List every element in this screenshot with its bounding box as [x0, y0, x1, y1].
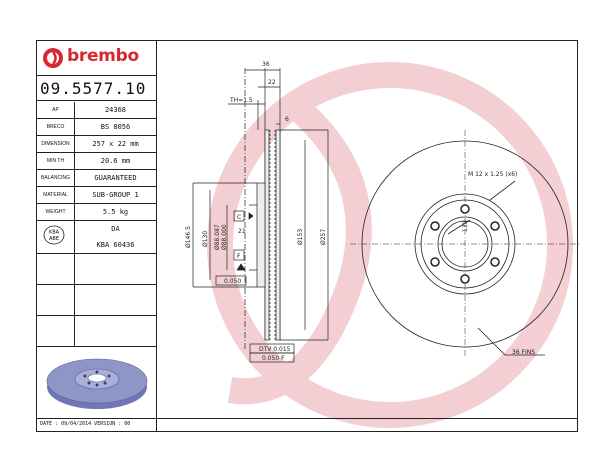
svg-text:TH=1.5: TH=1.5 [230, 97, 253, 104]
svg-text:Ø130: Ø130 [202, 230, 209, 247]
svg-text:KBA: KBA [48, 229, 60, 236]
kba-row: KBA ABE DA KBA 60436 [37, 221, 156, 254]
spec-row: MIN TH 20.6 mm [37, 153, 156, 170]
svg-text:Ø88.000: Ø88.000 [221, 224, 228, 250]
part-number: 09.5577.10 [37, 76, 156, 101]
svg-text:M 12 x 1.25 (x6): M 12 x 1.25 (x6) [468, 171, 518, 178]
brand-name: brembo [67, 46, 139, 66]
svg-text:ABE: ABE [48, 236, 60, 242]
svg-text:0.050 F: 0.050 F [262, 355, 285, 362]
spec-row: WEIGHT 5.5 kg [37, 204, 156, 221]
svg-text:DTV 0.015: DTV 0.015 [259, 346, 291, 353]
spec-row: MATERIAL SUB-GROUP 1 [37, 187, 156, 204]
svg-text:21: 21 [238, 228, 246, 235]
svg-text:36 FINS: 36 FINS [512, 349, 536, 356]
spec-row: DIMENSION 257 x 22 mm [37, 136, 156, 153]
spec-row: BALANCING GUARANTEED [37, 170, 156, 187]
svg-text:36: 36 [262, 61, 270, 68]
svg-text:139: 139 [462, 220, 469, 232]
spec-row: BRECO BS 8056 [37, 119, 156, 136]
svg-text:6: 6 [285, 116, 289, 123]
date-version: DATE : 09/04/2014 VERSION : 00 [40, 421, 131, 427]
svg-text:22: 22 [268, 79, 276, 86]
footer-bar [36, 418, 578, 432]
svg-text:F: F [237, 253, 241, 260]
svg-text:Ø257: Ø257 [320, 228, 327, 245]
svg-text:C: C [237, 214, 242, 221]
svg-text:Ø146.5: Ø146.5 [185, 226, 192, 248]
svg-text:Ø88.087: Ø88.087 [214, 224, 221, 250]
svg-text:0.050: 0.050 [224, 278, 242, 285]
spec-row: AP 24368 [37, 102, 156, 119]
svg-text:Ø153: Ø153 [297, 228, 304, 245]
